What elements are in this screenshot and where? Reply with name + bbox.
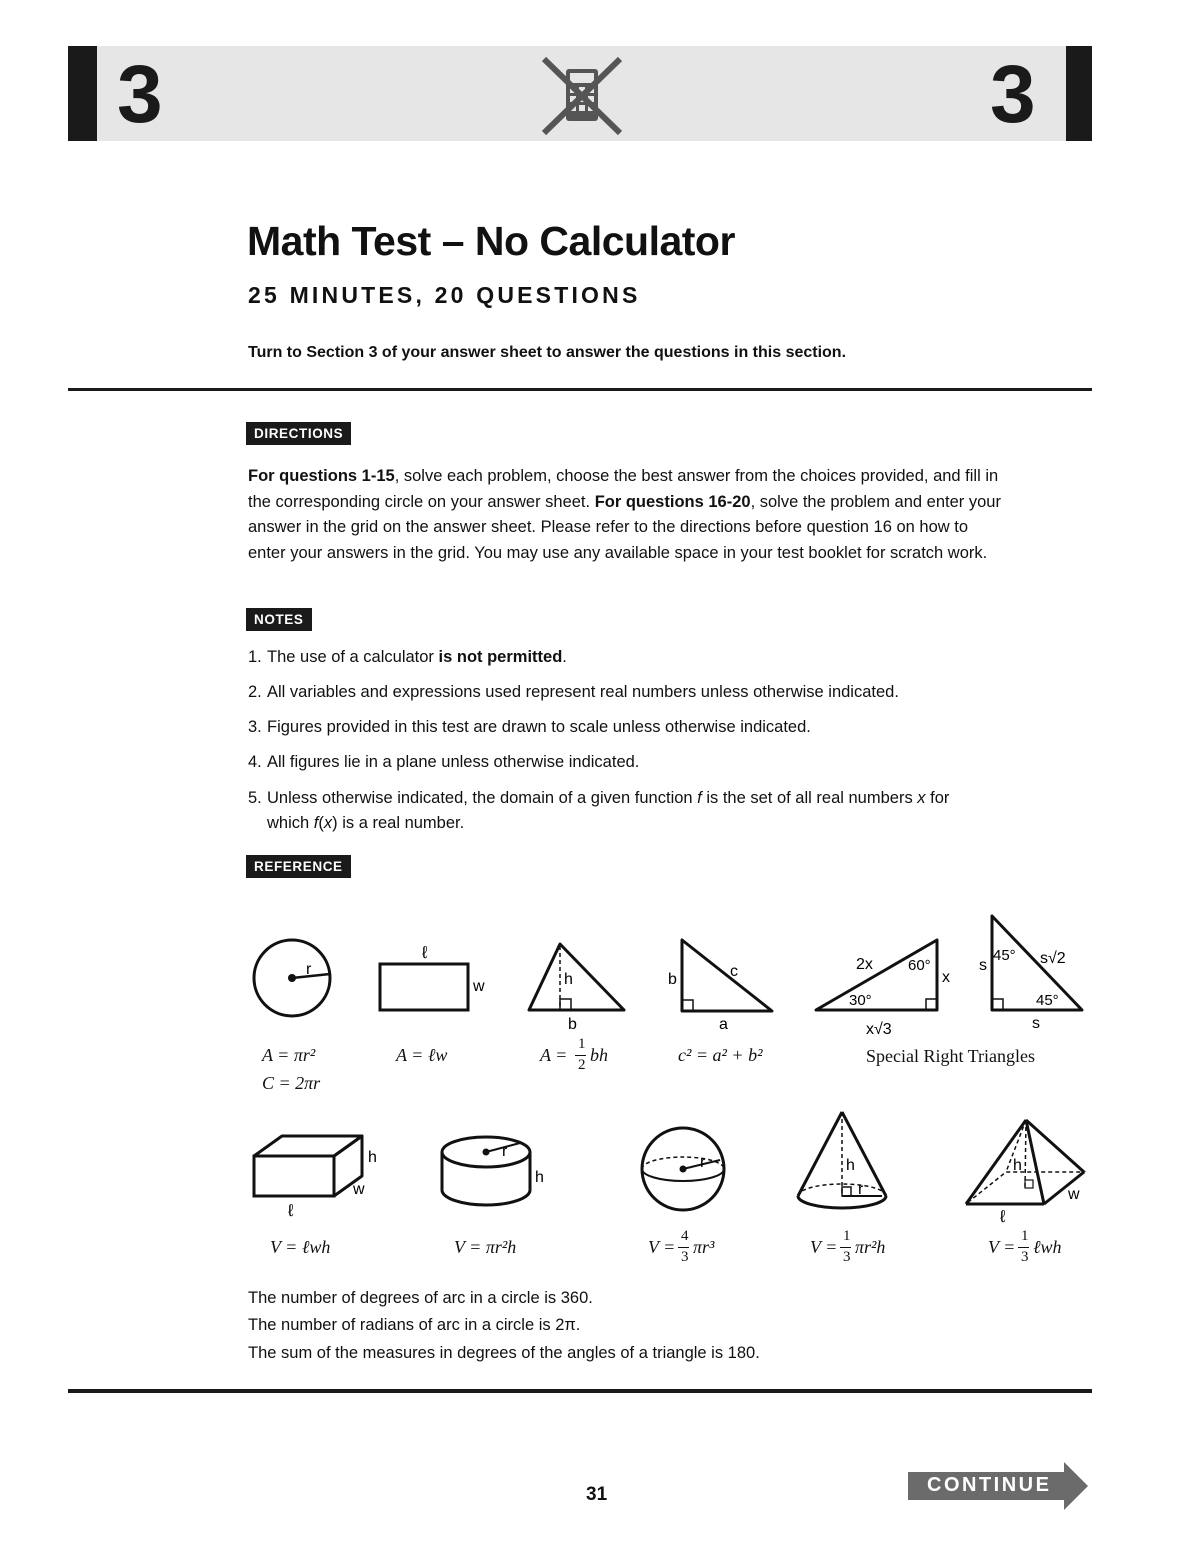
note-1-text: The use of a calculator [267, 648, 439, 666]
note-5-text-c: for [925, 789, 950, 807]
note-5-number: 5. [248, 789, 262, 807]
note-1-number: 1. [248, 648, 262, 666]
right-triangle-b-label: b [668, 971, 677, 988]
notes-label: NOTES [246, 608, 312, 631]
pyramid-volume-den: 3 [1021, 1249, 1029, 1265]
page-subtitle: 25 MINUTES, 20 QUESTIONS [248, 282, 641, 308]
directions-text-2: , solve the problem and enter your answer in the grid on the answer sheet. Please refer to the directions before question 16 on how to enter your answers in the grid. You may use any available space in your test booklet for scratch work. [248, 492, 1001, 562]
sphere-figure [638, 1124, 732, 1214]
directions-text [248, 464, 1008, 566]
pyramid-volume-num: 1 [1021, 1228, 1029, 1244]
note-5-text-e: is a real number. [337, 814, 465, 832]
sphere-volume-rhs: πr³ [693, 1237, 715, 1257]
pyramid-width-label: w [1068, 1186, 1080, 1203]
right-triangle-c-label: c [730, 963, 738, 980]
rectangle-figure [372, 938, 492, 1018]
page-number: 31 [586, 1484, 608, 1505]
triangle-area-num: 1 [578, 1036, 586, 1052]
cone-volume-num: 1 [843, 1228, 851, 1244]
triangle-area-fraction-bar [575, 1055, 586, 1056]
30-60-90-triangle-figure [812, 934, 958, 1042]
note-5-x: x [917, 789, 926, 807]
circle-area-formula: A = πr² [262, 1045, 316, 1065]
cone-fraction-bar [840, 1247, 851, 1248]
sphere-volume-num: 4 [681, 1228, 689, 1244]
note-3-number: 3. [248, 718, 262, 736]
cone-volume-den: 3 [843, 1249, 851, 1265]
triangle-base-label: b [568, 1016, 577, 1032]
triangle-area-rhs: bh [590, 1045, 608, 1065]
circle-circumference-formula: C = 2πr [262, 1073, 321, 1093]
cylinder-figure [438, 1132, 558, 1212]
note-5-text-b: is the set of all real numbers [701, 789, 918, 807]
pyramid-height-label: h [1013, 1157, 1022, 1174]
note-1-bold: is not permitted [438, 648, 563, 666]
special-30-label: 30° [849, 992, 872, 1009]
box-length-label: ℓ [288, 1201, 294, 1220]
cone-figure [794, 1108, 894, 1220]
note-5-f: f [697, 789, 702, 807]
no-calculator-icon [540, 55, 624, 137]
box-volume-formula: V = ℓwh [270, 1237, 331, 1257]
note-2 [248, 680, 899, 705]
rectangle-length-label: ℓ [422, 943, 428, 962]
section-number-right: 3 [990, 49, 1036, 140]
box-height-label: h [368, 1149, 377, 1166]
rectangle-area-formula: A = ℓw [396, 1045, 448, 1065]
isosceles-s-root2-label: s√2 [1040, 950, 1066, 967]
bottom-divider [68, 1389, 1092, 1393]
pyramid-fraction-bar [1018, 1247, 1029, 1248]
triangle-height-label: h [564, 971, 573, 988]
note-1-end: . [562, 648, 567, 666]
section-instruction: Turn to Section 3 of your answer sheet to answer the questions in this section. [248, 344, 847, 361]
note-5-continuation: which f(x) is a real number. [267, 814, 465, 832]
fact-radians: The number of radians of arc in a circle is 2π. [248, 1316, 581, 1334]
special-2x-label: 2x [856, 956, 873, 973]
top-divider [68, 388, 1092, 391]
right-triangle-figure [662, 932, 782, 1032]
cylinder-height-label: h [535, 1169, 544, 1186]
directions-label: DIRECTIONS [246, 422, 351, 445]
isosceles-s-left-label: s [979, 957, 987, 974]
note-2-text: All variables and expressions used represent real numbers unless otherwise indicated. [267, 683, 899, 701]
fact-degrees: The number of degrees of arc in a circle is 360. [248, 1289, 593, 1307]
cone-volume-rhs: πr²h [855, 1237, 886, 1257]
pythagorean-formula: c² = a² + b² [678, 1045, 763, 1065]
isosceles-45-bottom-label: 45° [1036, 992, 1059, 1009]
cone-volume-lhs: V = [810, 1237, 838, 1257]
isosceles-45-top-label: 45° [993, 947, 1016, 964]
triangle-area-den: 2 [578, 1057, 586, 1073]
note-3-text: Figures provided in this test are drawn to scale unless otherwise indicated. [267, 718, 811, 736]
cylinder-radius-label: r [502, 1143, 508, 1160]
special-x-label: x [942, 969, 950, 986]
reference-label: REFERENCE [246, 855, 351, 878]
box-figure [250, 1132, 386, 1222]
cone-radius-label: r [858, 1181, 864, 1198]
continue-label: CONTINUE [927, 1474, 1052, 1496]
special-60-label: 60° [908, 957, 931, 974]
isosceles-s-bottom-label: s [1032, 1015, 1040, 1032]
note-5-fx-f: f [313, 814, 319, 832]
special-x-root3-label: x√3 [866, 1021, 892, 1038]
directions-text-1: , solve each problem, choose the best answer from the choices provided, and fill in the corresponding circle on your answer sheet. [248, 467, 999, 511]
cone-height-label: h [846, 1157, 855, 1174]
pyramid-volume-lhs: V = [988, 1237, 1016, 1257]
directions-bold-1: For questions 1-15 [248, 467, 395, 485]
note-4-number: 4. [248, 753, 262, 771]
rectangle-width-label: w [473, 978, 485, 995]
note-1 [248, 645, 567, 670]
sphere-fraction-bar [678, 1247, 689, 1248]
note-5-text-a: Unless otherwise indicated, the domain of a given function [267, 789, 698, 807]
sphere-volume-den: 3 [681, 1249, 689, 1265]
page-title: Math Test – No Calculator [247, 218, 735, 264]
circle-radius-label: r [306, 961, 312, 978]
section-number-left: 3 [117, 49, 163, 140]
sphere-volume-lhs: V = [648, 1237, 676, 1257]
pyramid-figure [962, 1114, 1090, 1228]
header-right-bar [1066, 46, 1092, 141]
pyramid-volume-rhs: ℓwh [1033, 1237, 1062, 1257]
triangle-figure [522, 938, 632, 1032]
45-45-90-triangle-figure [972, 910, 1090, 1034]
triangle-area-lhs: A = [540, 1045, 568, 1065]
note-2-number: 2. [248, 683, 262, 701]
special-right-triangles-caption: Special Right Triangles [866, 1046, 1036, 1066]
right-triangle-a-label: a [719, 1016, 728, 1032]
note-4-text: All figures lie in a plane unless otherwise indicated. [267, 753, 640, 771]
box-width-label: w [353, 1181, 365, 1198]
fact-triangle-sum: The sum of the measures in degrees of the angles of a triangle is 180. [248, 1344, 760, 1362]
pyramid-length-label: ℓ [1000, 1207, 1006, 1226]
sphere-radius-label: r [700, 1154, 706, 1171]
note-4 [248, 750, 639, 775]
note-5-fx-x: x [323, 814, 333, 832]
circle-figure [248, 932, 338, 1022]
note-5-text-d: which [267, 814, 314, 832]
note-5 [248, 786, 949, 836]
directions-bold-2: For questions 16-20 [594, 492, 751, 511]
header-left-bar [68, 46, 97, 141]
note-3 [248, 715, 811, 740]
cylinder-volume-formula: V = πr²h [454, 1237, 517, 1257]
